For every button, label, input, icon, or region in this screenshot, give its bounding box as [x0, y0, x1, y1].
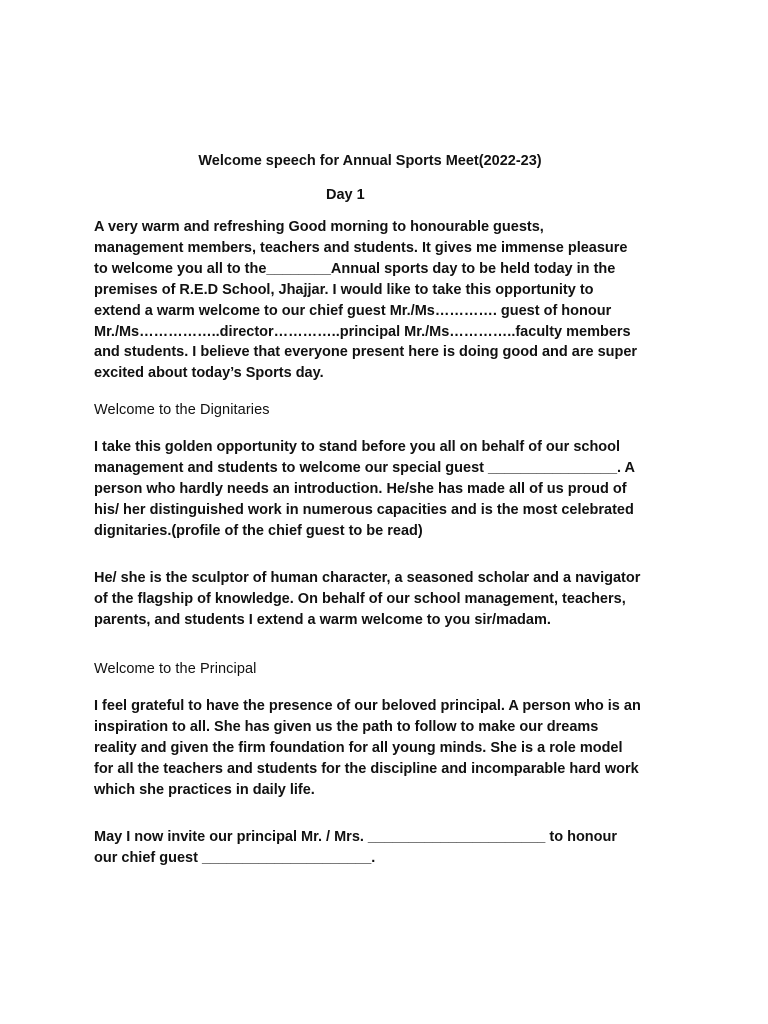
paragraph-line: dignitaries.(profile of the chief guest to be read): [94, 522, 423, 539]
paragraph-line: excited about today’s Sports day.: [94, 365, 324, 382]
paragraph-line: A very warm and refreshing Good morning to honourable guests,: [94, 219, 544, 235]
paragraph-line: premises of R.E.D School, Jhajjar. I would like to take this opportunity to: [94, 281, 594, 298]
paragraph-line: He/ she is the sculptor of human character, a seasoned scholar and a navigator: [94, 570, 641, 586]
paragraph-line: inspiration to all. She has given us the path to follow to make our dreams: [94, 718, 599, 735]
paragraph-line: and students. I believe that everyone present here is doing good and are super: [94, 344, 638, 361]
heading-dignitaries: Welcome to the Dignitaries: [94, 402, 270, 418]
paragraph-line: his/ her distinguished work in numerous capacities and is the most celebrated: [94, 501, 634, 518]
paragraph-principal: [94, 696, 684, 801]
paragraph-line: I feel grateful to have the presence of our beloved principal. A person who is an: [94, 698, 641, 714]
paragraph-dignitaries: [94, 437, 684, 542]
paragraph-line: management and students to welcome our special guest ________________. A: [94, 459, 636, 476]
paragraph-line: May I now invite our principal Mr. / Mrs. ______________________ to honour: [94, 829, 618, 845]
paragraph-line: reality and given the firm foundation for all young minds. She is a role model: [94, 739, 623, 756]
paragraph-line: I take this golden opportunity to stand before you all on behalf of our school: [94, 439, 621, 455]
document-title: Welcome speech for Annual Sports Meet(2022-23): [198, 153, 542, 169]
paragraph-line: Mr./Ms……………..director…………..principal Mr./Ms…………..faculty members: [94, 323, 631, 340]
paragraph-invitation: [94, 827, 684, 869]
paragraph-line: extend a warm welcome to our chief guest Mr./Ms…………. guest of honour: [94, 302, 612, 319]
paragraph-line: which she practices in daily life.: [94, 781, 315, 798]
paragraph-line: to welcome you all to the________Annual sports day to be held today in the: [94, 260, 616, 277]
paragraph-line: parents, and students I extend a warm welcome to you sir/madam.: [94, 611, 551, 628]
heading-principal: Welcome to the Principal: [94, 661, 257, 677]
paragraph-line: of the flagship of knowledge. On behalf of our school management, teachers,: [94, 590, 626, 607]
paragraph-line: person who hardly needs an introduction. He/she has made all of us proud of: [94, 480, 627, 497]
paragraph-opening: [94, 217, 684, 384]
paragraph-guest-tribute: [94, 568, 684, 631]
document-subtitle: Day 1: [326, 187, 365, 203]
paragraph-line: management members, teachers and students. It gives me immense pleasure: [94, 239, 628, 256]
paragraph-line: our chief guest _____________________.: [94, 849, 376, 866]
paragraph-line: for all the teachers and students for the discipline and incomparable hard work: [94, 760, 639, 777]
